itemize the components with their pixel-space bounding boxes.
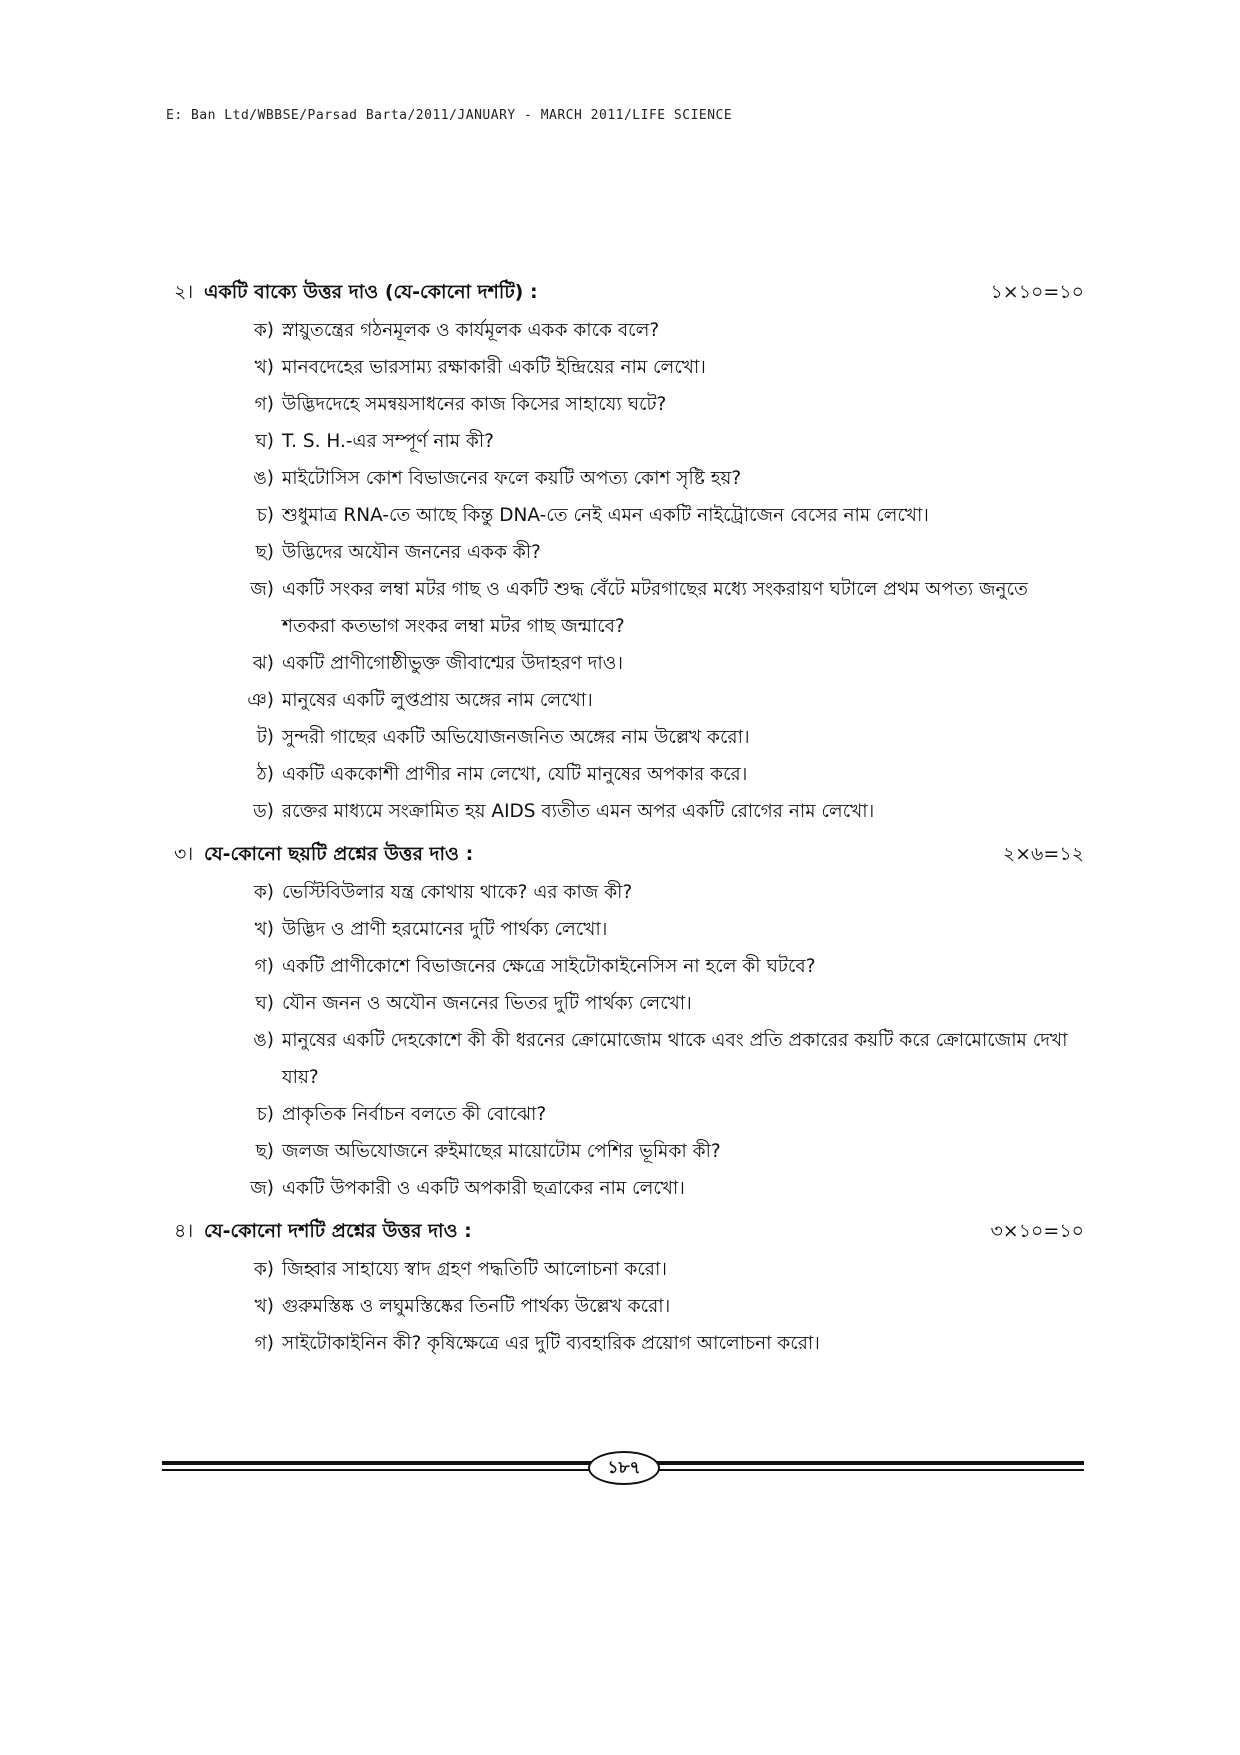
question-item xyxy=(174,948,1084,985)
section-3 xyxy=(174,834,1084,1207)
question-text: একটি সংকর লম্বা মটর গাছ ও একটি শুদ্ধ বেঁটে মটরগাছের মধ্যে সংকরায়ণ ঘটালে প্রথম অপত্য জনুতে শতকরা কতভাগ সংকর লম্বা মটর গাছ জন্মাবে? xyxy=(282,579,1028,637)
question-item xyxy=(174,793,1084,830)
question-text: জিহ্বার সাহায্যে স্বাদ গ্রহণ পদ্ধতিটি আলোচনা করো। xyxy=(282,1259,667,1280)
question-text: সাইটোকাইনিন কী? কৃষিক্ষেত্রে এর দুটি ব্যবহারিক প্রয়োগ আলোচনা করো। xyxy=(282,1333,820,1354)
question-item xyxy=(174,1022,1084,1096)
question-label: ঘ) xyxy=(255,431,274,452)
question-item xyxy=(174,874,1084,911)
question-label: খ) xyxy=(254,919,274,940)
question-item xyxy=(174,534,1084,571)
question-item xyxy=(174,1325,1084,1362)
question-label: জ) xyxy=(250,1178,274,1199)
question-label: ঞ) xyxy=(247,690,274,711)
question-content xyxy=(174,272,1084,1366)
question-item xyxy=(174,423,1084,460)
question-label: খ) xyxy=(254,357,274,378)
question-item xyxy=(174,1170,1084,1207)
question-text: মাইটোসিস কোশ বিভাজনের ফলে কয়টি অপত্য কোশ সৃষ্টি হয়? xyxy=(282,468,742,489)
question-label: গ) xyxy=(254,1333,274,1354)
section-number: ৪। xyxy=(174,1220,194,1242)
question-label: ঝ) xyxy=(252,653,274,674)
question-label: ড) xyxy=(253,801,274,822)
section-heading xyxy=(174,272,1084,312)
question-label: গ) xyxy=(254,394,274,415)
question-text: T. S. H.-এর সম্পূর্ণ নাম কী? xyxy=(282,431,494,452)
question-text: উদ্ভিদের অযৌন জননের একক কী? xyxy=(282,542,541,563)
section-marks: ১×১০=১০ xyxy=(990,281,1084,303)
section-title: একটি বাক্যে উত্তর দাও (যে-কোনো দশটি) : xyxy=(204,281,538,303)
page-footer xyxy=(162,1450,1084,1490)
question-label: ক) xyxy=(253,882,274,903)
section-heading xyxy=(174,1211,1084,1251)
question-text: যৌন জনন ও অযৌন জননের ভিতর দুটি পার্থক্য লেখো। xyxy=(282,993,692,1014)
question-item xyxy=(174,719,1084,756)
question-text: শুধুমাত্র RNA-তে আছে কিন্তু DNA-তে নেই এমন একটি নাইট্রোজেন বেসের নাম লেখো। xyxy=(282,505,929,526)
question-label: ছ) xyxy=(255,1141,274,1162)
question-item xyxy=(174,571,1084,645)
question-label: চ) xyxy=(256,1104,274,1125)
question-text: উদ্ভিদদেহে সমন্বয়সাধনের কাজ কিসের সাহায্যে ঘটে? xyxy=(282,394,667,415)
question-item xyxy=(174,1251,1084,1288)
question-item xyxy=(174,1096,1084,1133)
question-text: মানুষের একটি লুপ্তপ্রায় অঙ্গের নাম লেখো। xyxy=(282,690,593,711)
file-path-header: E: Ban Ltd/WBBSE/Parsad Barta/2011/JANUARY - MARCH 2011/LIFE SCIENCE xyxy=(166,108,733,123)
section-title: যে-কোনো দশটি প্রশ্নের উত্তর দাও : xyxy=(204,1220,472,1242)
question-item xyxy=(174,460,1084,497)
section-marks: ৩×১০=১০ xyxy=(990,1220,1084,1242)
question-item xyxy=(174,497,1084,534)
question-label: ছ) xyxy=(255,542,274,563)
section-heading xyxy=(174,834,1084,874)
question-item xyxy=(174,349,1084,386)
question-label: ঘ) xyxy=(255,993,274,1014)
question-label: ঙ) xyxy=(253,468,274,489)
question-label: ট) xyxy=(256,727,274,748)
question-text: সুন্দরী গাছের একটি অভিযোজনজনিত অঙ্গের নাম উল্লেখ করো। xyxy=(282,727,750,748)
question-text: প্রাকৃতিক নির্বাচন বলতে কী বোঝো? xyxy=(282,1104,547,1125)
question-item xyxy=(174,911,1084,948)
page-number: ১৮৭ xyxy=(588,1451,660,1485)
section-number: ৩। xyxy=(174,843,194,865)
section-4 xyxy=(174,1211,1084,1362)
question-label: জ) xyxy=(250,579,274,600)
question-label: ঙ) xyxy=(253,1030,274,1051)
question-text: একটি প্রাণীকোশে বিভাজনের ক্ষেত্রে সাইটোকাইনেসিস না হলে কী ঘটবে? xyxy=(282,956,816,977)
question-label: খ) xyxy=(254,1296,274,1317)
question-text: মানুষের একটি দেহকোশে কী কী ধরনের ক্রোমোজোম থাকে এবং প্রতি প্রকারের কয়টি করে ক্রোমোজোম দেখা যায়? xyxy=(282,1030,1068,1088)
question-item xyxy=(174,312,1084,349)
question-item xyxy=(174,386,1084,423)
question-text: একটি উপকারী ও একটি অপকারী ছত্রাকের নাম লেখো। xyxy=(282,1178,685,1199)
question-text: ভেস্টিবিউলার যন্ত্র কোথায় থাকে? এর কাজ কী? xyxy=(282,882,633,903)
question-text: মানবদেহের ভারসাম্য রক্ষাকারী একটি ইন্দ্রিয়ের নাম লেখো। xyxy=(282,357,706,378)
section-marks: ২×৬=১২ xyxy=(1002,843,1084,865)
question-text: উদ্ভিদ ও প্রাণী হরমোনের দুটি পার্থক্য লেখো। xyxy=(282,919,608,940)
question-item xyxy=(174,1133,1084,1170)
question-text: গুরুমস্তিষ্ক ও লঘুমস্তিষ্কের তিনটি পার্থক্য উল্লেখ করো। xyxy=(282,1296,671,1317)
question-text: জলজ অভিযোজনে রুইমাছের মায়োটোম পেশির ভূমিকা কী? xyxy=(282,1141,721,1162)
question-item xyxy=(174,682,1084,719)
question-item xyxy=(174,1288,1084,1325)
question-label: ঠ) xyxy=(256,764,274,785)
question-text: স্নায়ুতন্ত্রের গঠনমূলক ও কার্যমূলক একক কাকে বলে? xyxy=(282,320,660,341)
question-label: ক) xyxy=(253,1259,274,1280)
section-2 xyxy=(174,272,1084,830)
question-label: গ) xyxy=(254,956,274,977)
section-number: ২। xyxy=(174,281,194,303)
question-item xyxy=(174,645,1084,682)
question-text: একটি প্রাণীগোষ্ঠীভুক্ত জীবাশ্মের উদাহরণ দাও। xyxy=(282,653,624,674)
section-title: যে-কোনো ছয়টি প্রশ্নের উত্তর দাও : xyxy=(204,843,474,865)
question-item xyxy=(174,756,1084,793)
question-label: ক) xyxy=(253,320,274,341)
question-label: চ) xyxy=(256,505,274,526)
question-item xyxy=(174,985,1084,1022)
question-text: একটি এককোশী প্রাণীর নাম লেখো, যেটি মানুষের অপকার করে। xyxy=(282,764,748,785)
question-text: রক্তের মাধ্যমে সংক্রামিত হয় AIDS ব্যতীত এমন অপর একটি রোগের নাম লেখো। xyxy=(282,801,875,822)
